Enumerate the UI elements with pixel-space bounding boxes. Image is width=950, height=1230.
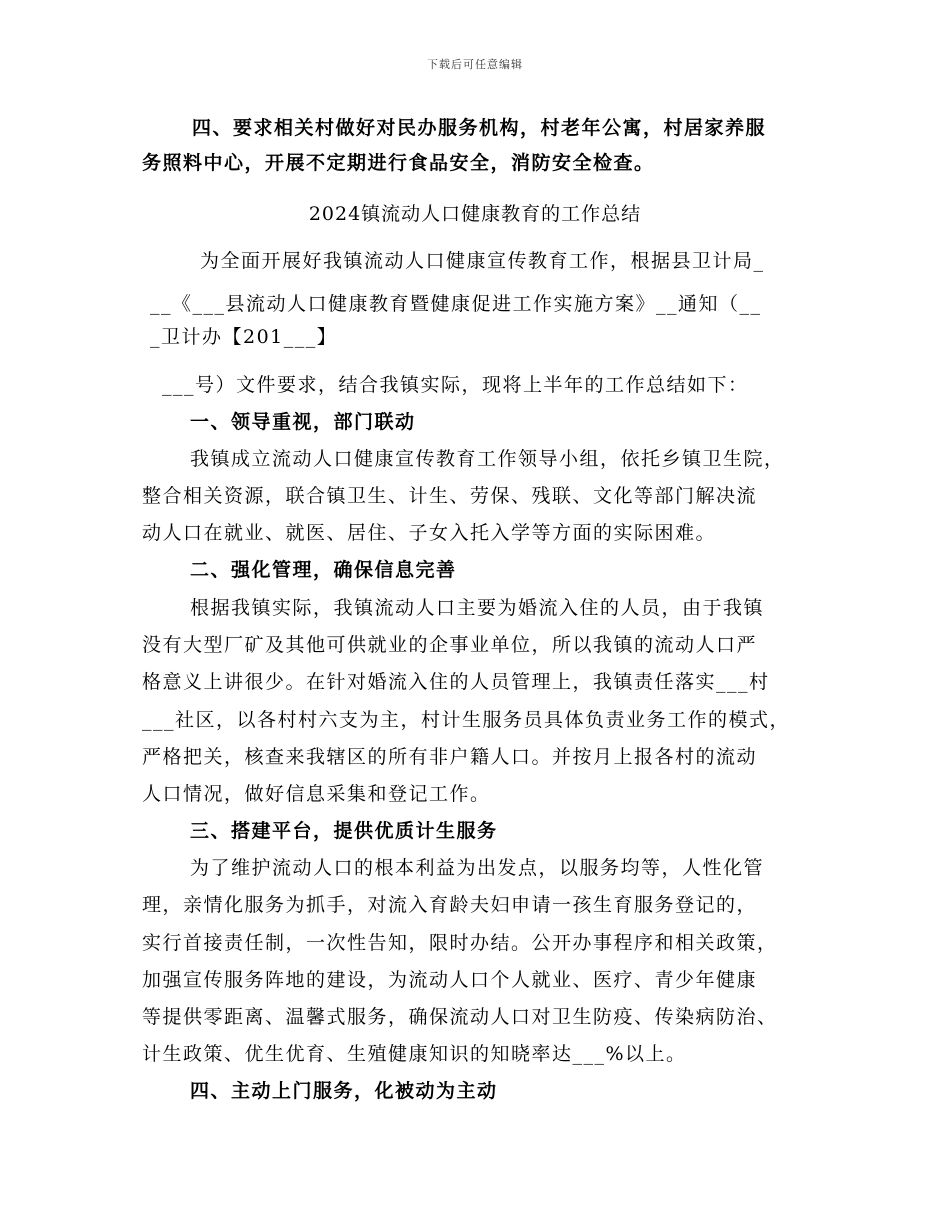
opening-line-4: ___号）文件要求，结合我镇实际，现将上半年的工作总结如下： (162, 374, 749, 396)
intro-item-line-1: 四、要求相关村做好对民办服务机构，村老年公寓，村居家养服 (192, 117, 767, 139)
section-1-line-1: 我镇成立流动人口健康宣传教育工作领导小组，依托乡镇卫生院， (190, 448, 785, 470)
section-2-line-3: 格意义上讲很少。在针对婚流入住的人员管理上，我镇责任落实___村 (142, 671, 770, 693)
section-3-heading: 三、搭建平台，提供优质计生服务 (190, 820, 498, 842)
section-3-line-6: 计生政策、优生优育、生殖健康知识的知晓率达___%以上。 (142, 1043, 687, 1065)
section-2-line-2: 没有大型厂矿及其他可供就业的企事业单位，所以我镇的流动人口严 (142, 634, 758, 656)
document-title: 2024镇流动人口健康教育的工作总结 (308, 203, 642, 225)
section-3-line-5: 等提供零距离、温馨式服务，确保流动人口对卫生防疫、传染病防治、 (142, 1006, 778, 1028)
section-3-line-4: 加强宣传服务阵地的建设，为流动人口个人就业、医疗、青少年健康 (142, 969, 758, 991)
header-note: 下载后可任意编辑 (427, 58, 523, 71)
section-3-line-3: 实行首接责任制，一次性告知，限时办结。公开办事程序和相关政策， (142, 932, 778, 954)
section-1-heading: 一、领导重视，部门联动 (190, 411, 416, 433)
section-2-line-4: ___社区，以各村村六支为主，村计生服务员具体负责业务工作的模式， (142, 709, 791, 731)
section-2-line-1: 根据我镇实际，我镇流动人口主要为婚流入住的人员，由于我镇 (190, 597, 765, 619)
section-2-line-6: 人口情况，做好信息采集和登记工作。 (142, 783, 491, 805)
intro-item-line-2: 务照料中心，开展不定期进行食品安全，消防安全检查。 (142, 152, 655, 174)
section-3-line-2: 理，亲情化服务为抓手，对流入育龄夫妇申请一孩生育服务登记的， (142, 894, 758, 916)
section-4-heading: 四、主动上门服务，化被动为主动 (190, 1080, 498, 1102)
section-1-line-3: 动人口在就业、就医、居住、子女入托入学等方面的实际困难。 (142, 522, 717, 544)
opening-line-3: _卫计办【201___】 (150, 326, 338, 348)
opening-line-2: __《___县流动人口健康教育暨健康促进工作实施方案》__通知（__ (150, 293, 762, 315)
section-1-line-2: 整合相关资源，联合镇卫生、计生、劳保、残联、文化等部门解决流 (142, 485, 758, 507)
section-2-heading: 二、强化管理，确保信息完善 (190, 559, 457, 581)
section-2-line-5: 严格把关，核查来我辖区的所有非户籍人口。并按月上报各村的流动 (142, 746, 758, 768)
opening-line-1: 为全面开展好我镇流动人口健康宣传教育工作，根据县卫计局_ (200, 250, 765, 272)
section-3-line-1: 为了维护流动人口的根本利益为出发点，以服务均等，人性化管 (190, 857, 765, 879)
